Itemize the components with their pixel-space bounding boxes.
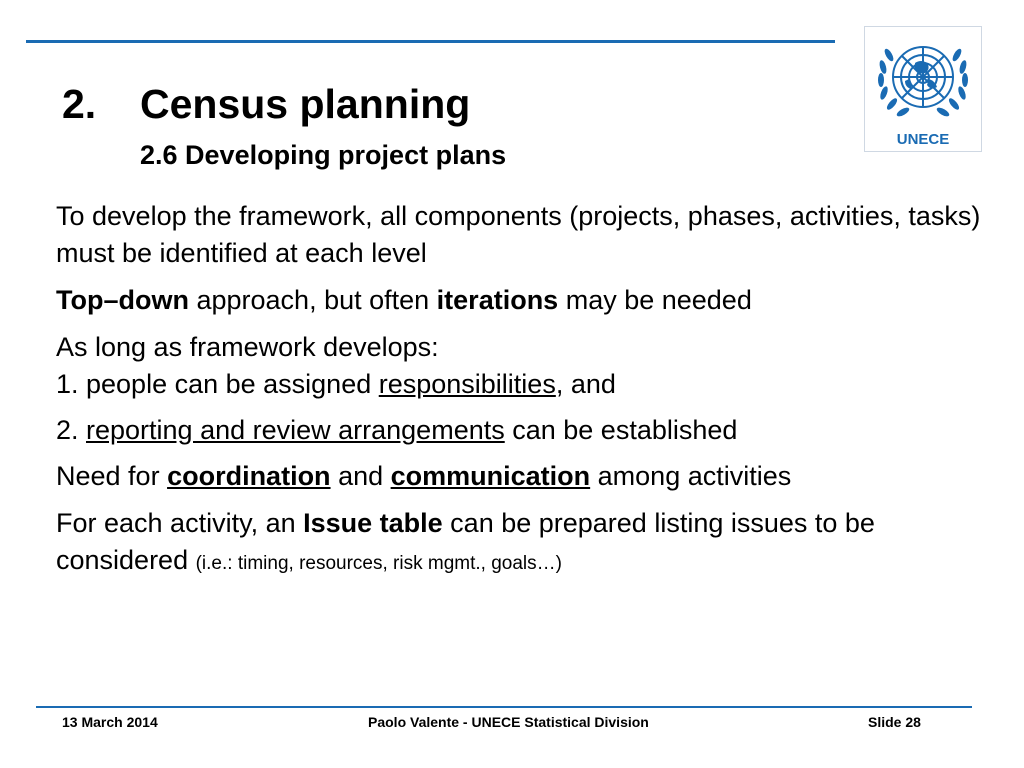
footer-rule [36, 706, 972, 708]
unece-logo [864, 26, 982, 152]
section-number: 2. [62, 81, 97, 127]
slide-title: Census planning [140, 81, 471, 127]
paragraph-issue-table: For each activity, an Issue table can be prepared listing issues to be considered (i.e.: timing, resources, risk mgmt., goals…) [56, 508, 875, 575]
paragraph-coordination: Need for coordination and communication among activities [56, 461, 792, 491]
logo-label: UNECE [896, 131, 950, 148]
paragraph-framework: To develop the framework, all components (projects, phases, activities, tasks) must be identified at each level [56, 201, 981, 268]
slide-number: Slide 28 [868, 714, 921, 730]
footer-author: Paolo Valente - UNECE Statistical Division [368, 714, 649, 730]
slide-subtitle: 2.6 Developing project plans [140, 140, 507, 170]
header-rule [26, 40, 835, 43]
un-emblem-icon [865, 27, 981, 131]
list-item: 2. reporting and review arrangements can be established [56, 415, 738, 445]
slide-body [56, 198, 996, 592]
paragraph-framework-develops: As long as framework develops: [56, 332, 439, 362]
paragraph-approach: Top–down approach, but often iterations may be needed [56, 285, 752, 315]
footer-date: 13 March 2014 [62, 714, 158, 730]
list-item: 1. people can be assigned responsibilities, and [56, 369, 616, 399]
